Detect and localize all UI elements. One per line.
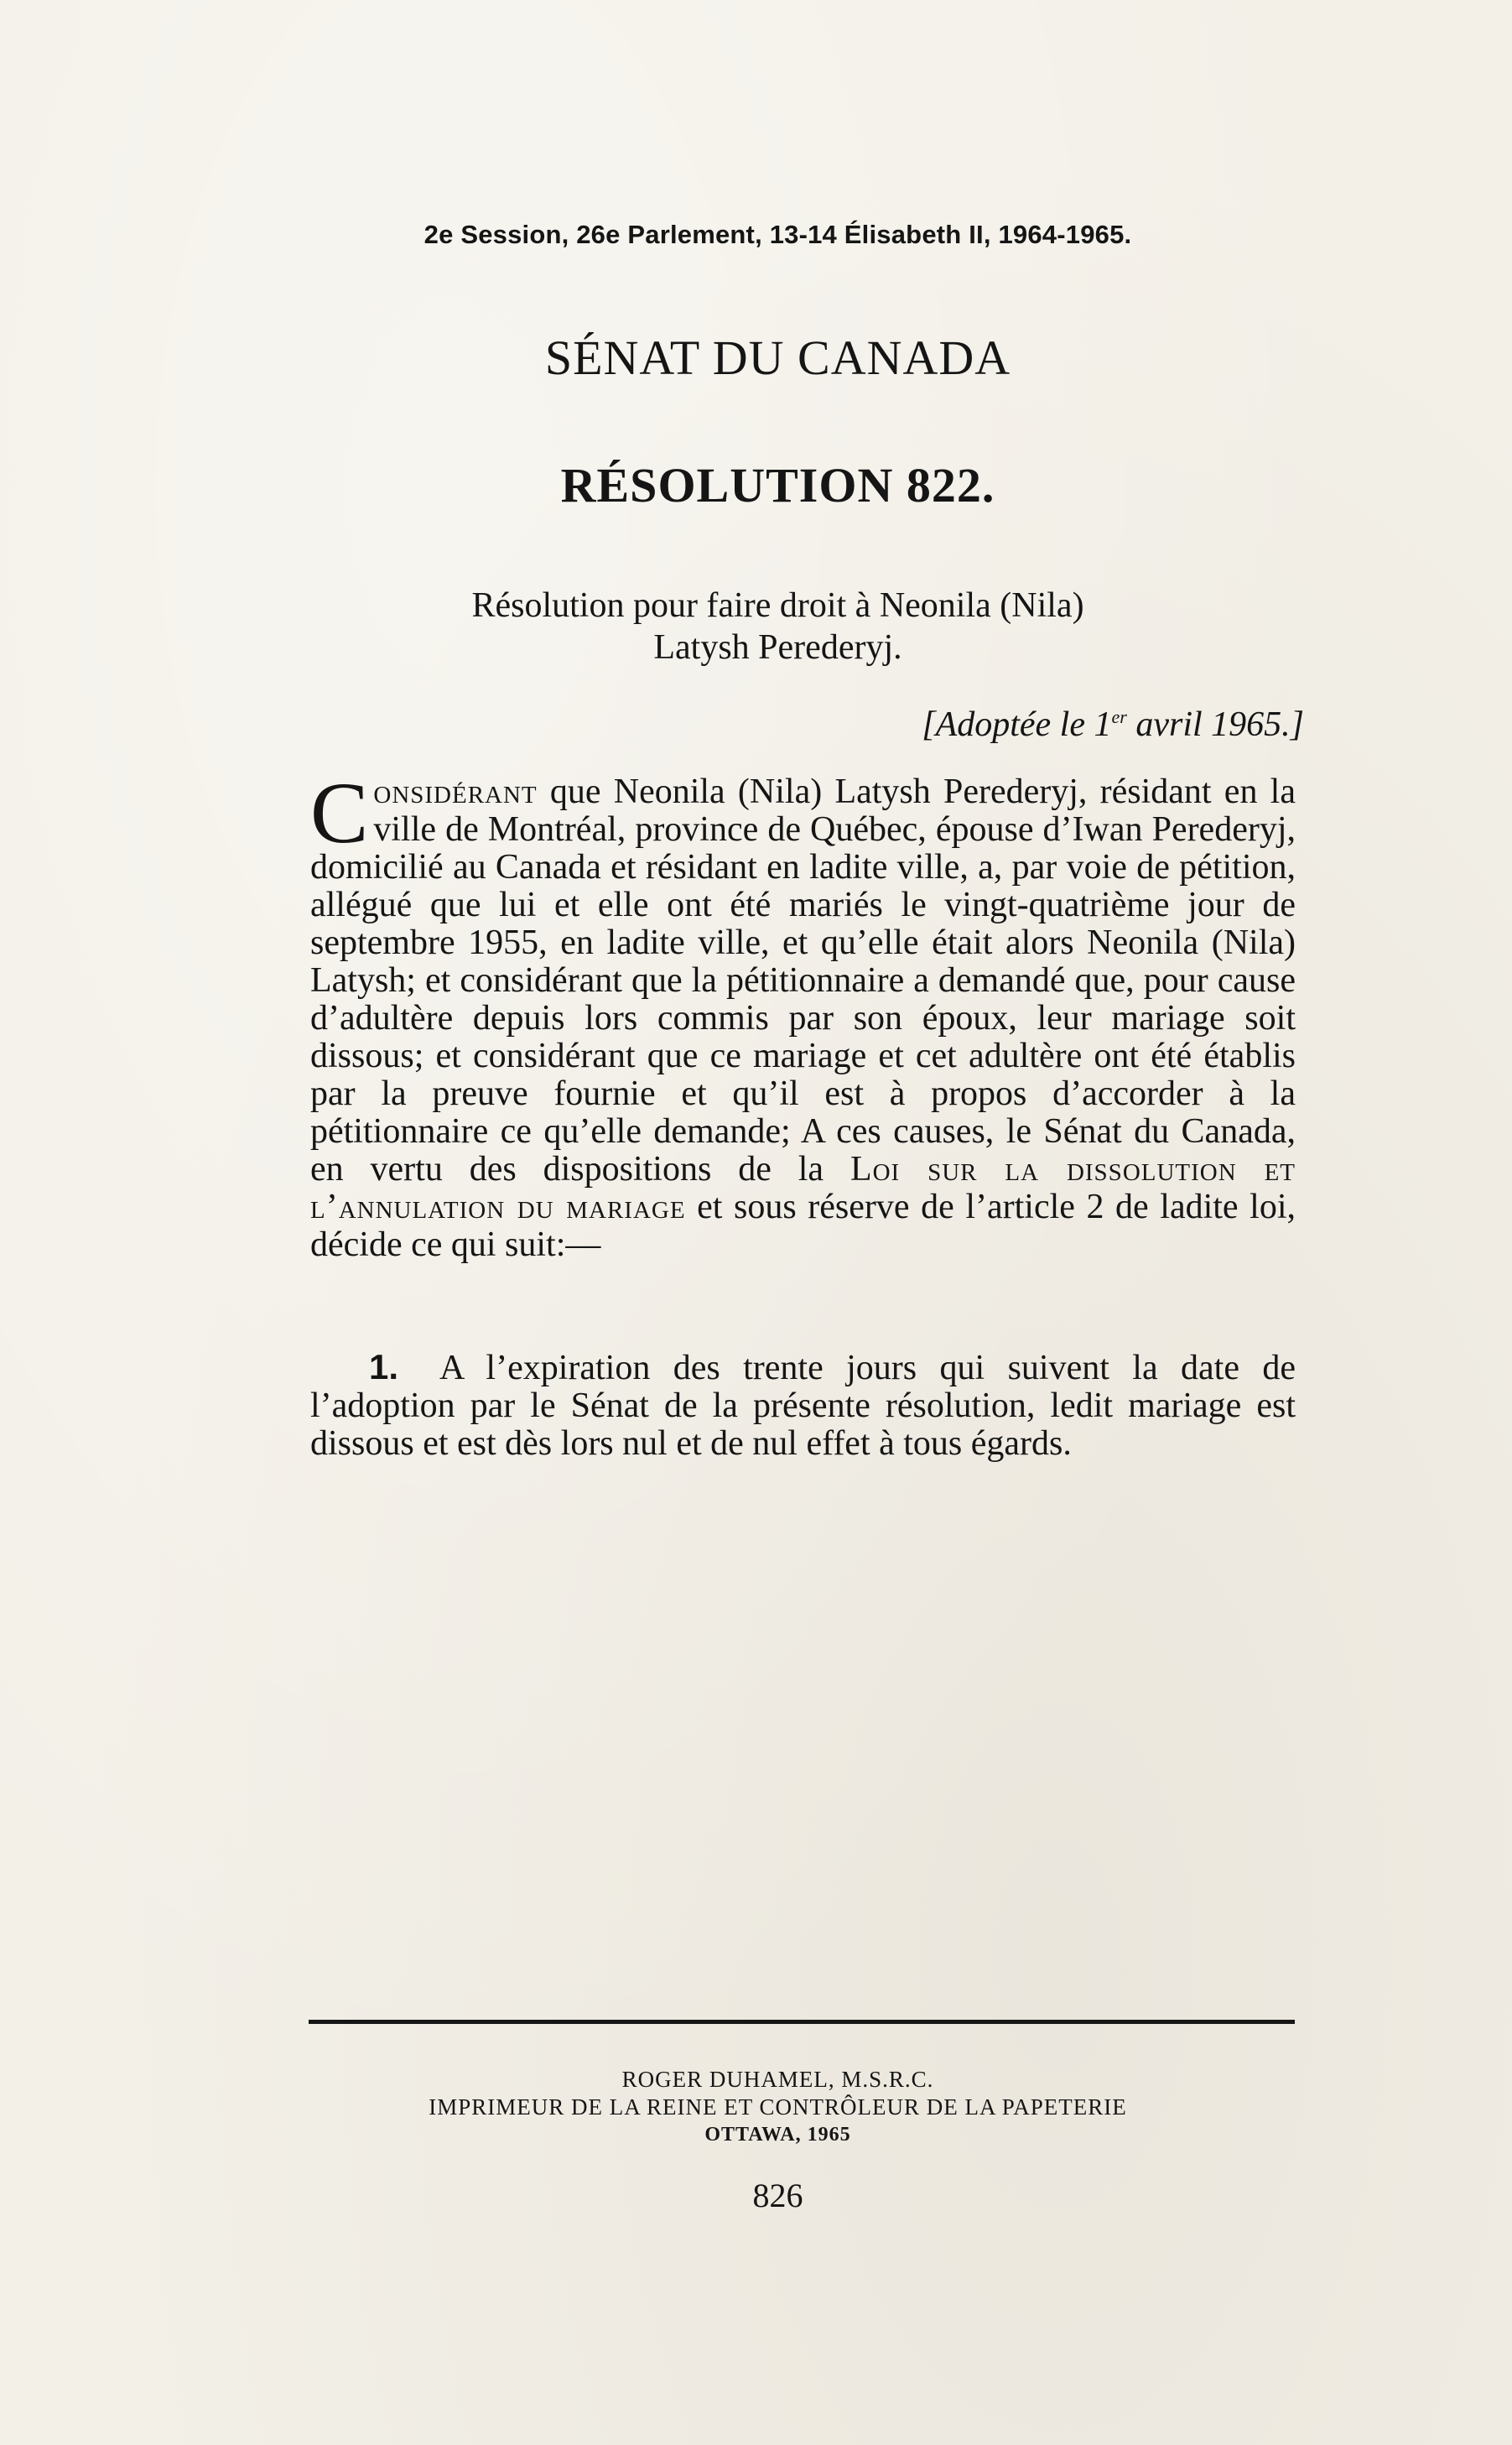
senate-title: SÉNAT DU CANADA <box>544 330 1011 385</box>
act-name: Loi sur la dissolution et l’annulation du mariage <box>310 1150 1296 1226</box>
adoption-sup: er <box>1111 706 1127 727</box>
adoption-prefix: [Adoptée le 1 <box>922 705 1112 744</box>
preamble-text-2: et sous réserve de l’article 2 de ladite loi, décide ce qui suit:— <box>310 1188 1296 1264</box>
printer-title: IMPRIMEUR DE LA REINE ET CONTRÔLEUR DE LA PAPETERIE <box>429 2094 1127 2120</box>
preamble-paragraph <box>310 765 1296 1264</box>
footer-rule <box>309 2020 1295 2024</box>
printer-imprint <box>0 2066 1512 2149</box>
preamble-text-1: que Neonila (Nila) Latysh Perederyj, résidant en la ville de Montréal, province de Québec, épouse d’Iwan Perederyj, domicilié au Canada et résidant en ladite ville, a, par voie de pétition, allégué que lui et elle ont été mariés le vingt-quatrième jour de septembre 1955, en ladite ville, et qu’elle était alors Neonila (Nila) Latysh; et considérant que la pétitionnaire a demandé que, pour cause d’adultère depuis lors commis par son époux, leur mariage soit dissous; et considérant que ce mariage et cet adultère ont été établis par la preuve fournie et qu’il est à propos d’accorder à la pétitionnaire ce qu’elle demande; A ces causes, le Sénat du Canada, en vertu des dispositions de la <box>310 773 1296 1189</box>
drop-cap: C <box>310 765 369 861</box>
subtitle-line-1: Résolution pour faire droit à Neonila (Nila) <box>471 586 1084 625</box>
article-1 <box>310 1348 1296 1463</box>
subtitle-line-2: Latysh Perederyj. <box>653 628 902 667</box>
printer-city: OTTAWA, 1965 <box>704 2124 851 2146</box>
adoption-suffix: avril 1965.] <box>1126 705 1304 744</box>
session-header: 2e Session, 26e Parlement, 13-14 Élisabeth II, 1964-1965. <box>423 220 1132 249</box>
article-number: 1. <box>369 1347 399 1386</box>
resolution-subtitle <box>0 585 1512 668</box>
article-text: A l’expiration des trente jours qui suivent la date de l’adoption par le Sénat de la présente résolution, ledit mariage est dissous et est dès lors nul et de nul effet à tous égards. <box>310 1349 1296 1463</box>
preamble-lead: onsidérant <box>373 773 538 811</box>
resolution-title: RÉSOLUTION 822. <box>560 458 995 512</box>
page-number: 826 <box>752 2177 803 2214</box>
printer-name: ROGER DUHAMEL, M.S.R.C. <box>621 2067 934 2092</box>
adoption-date <box>922 705 1304 745</box>
